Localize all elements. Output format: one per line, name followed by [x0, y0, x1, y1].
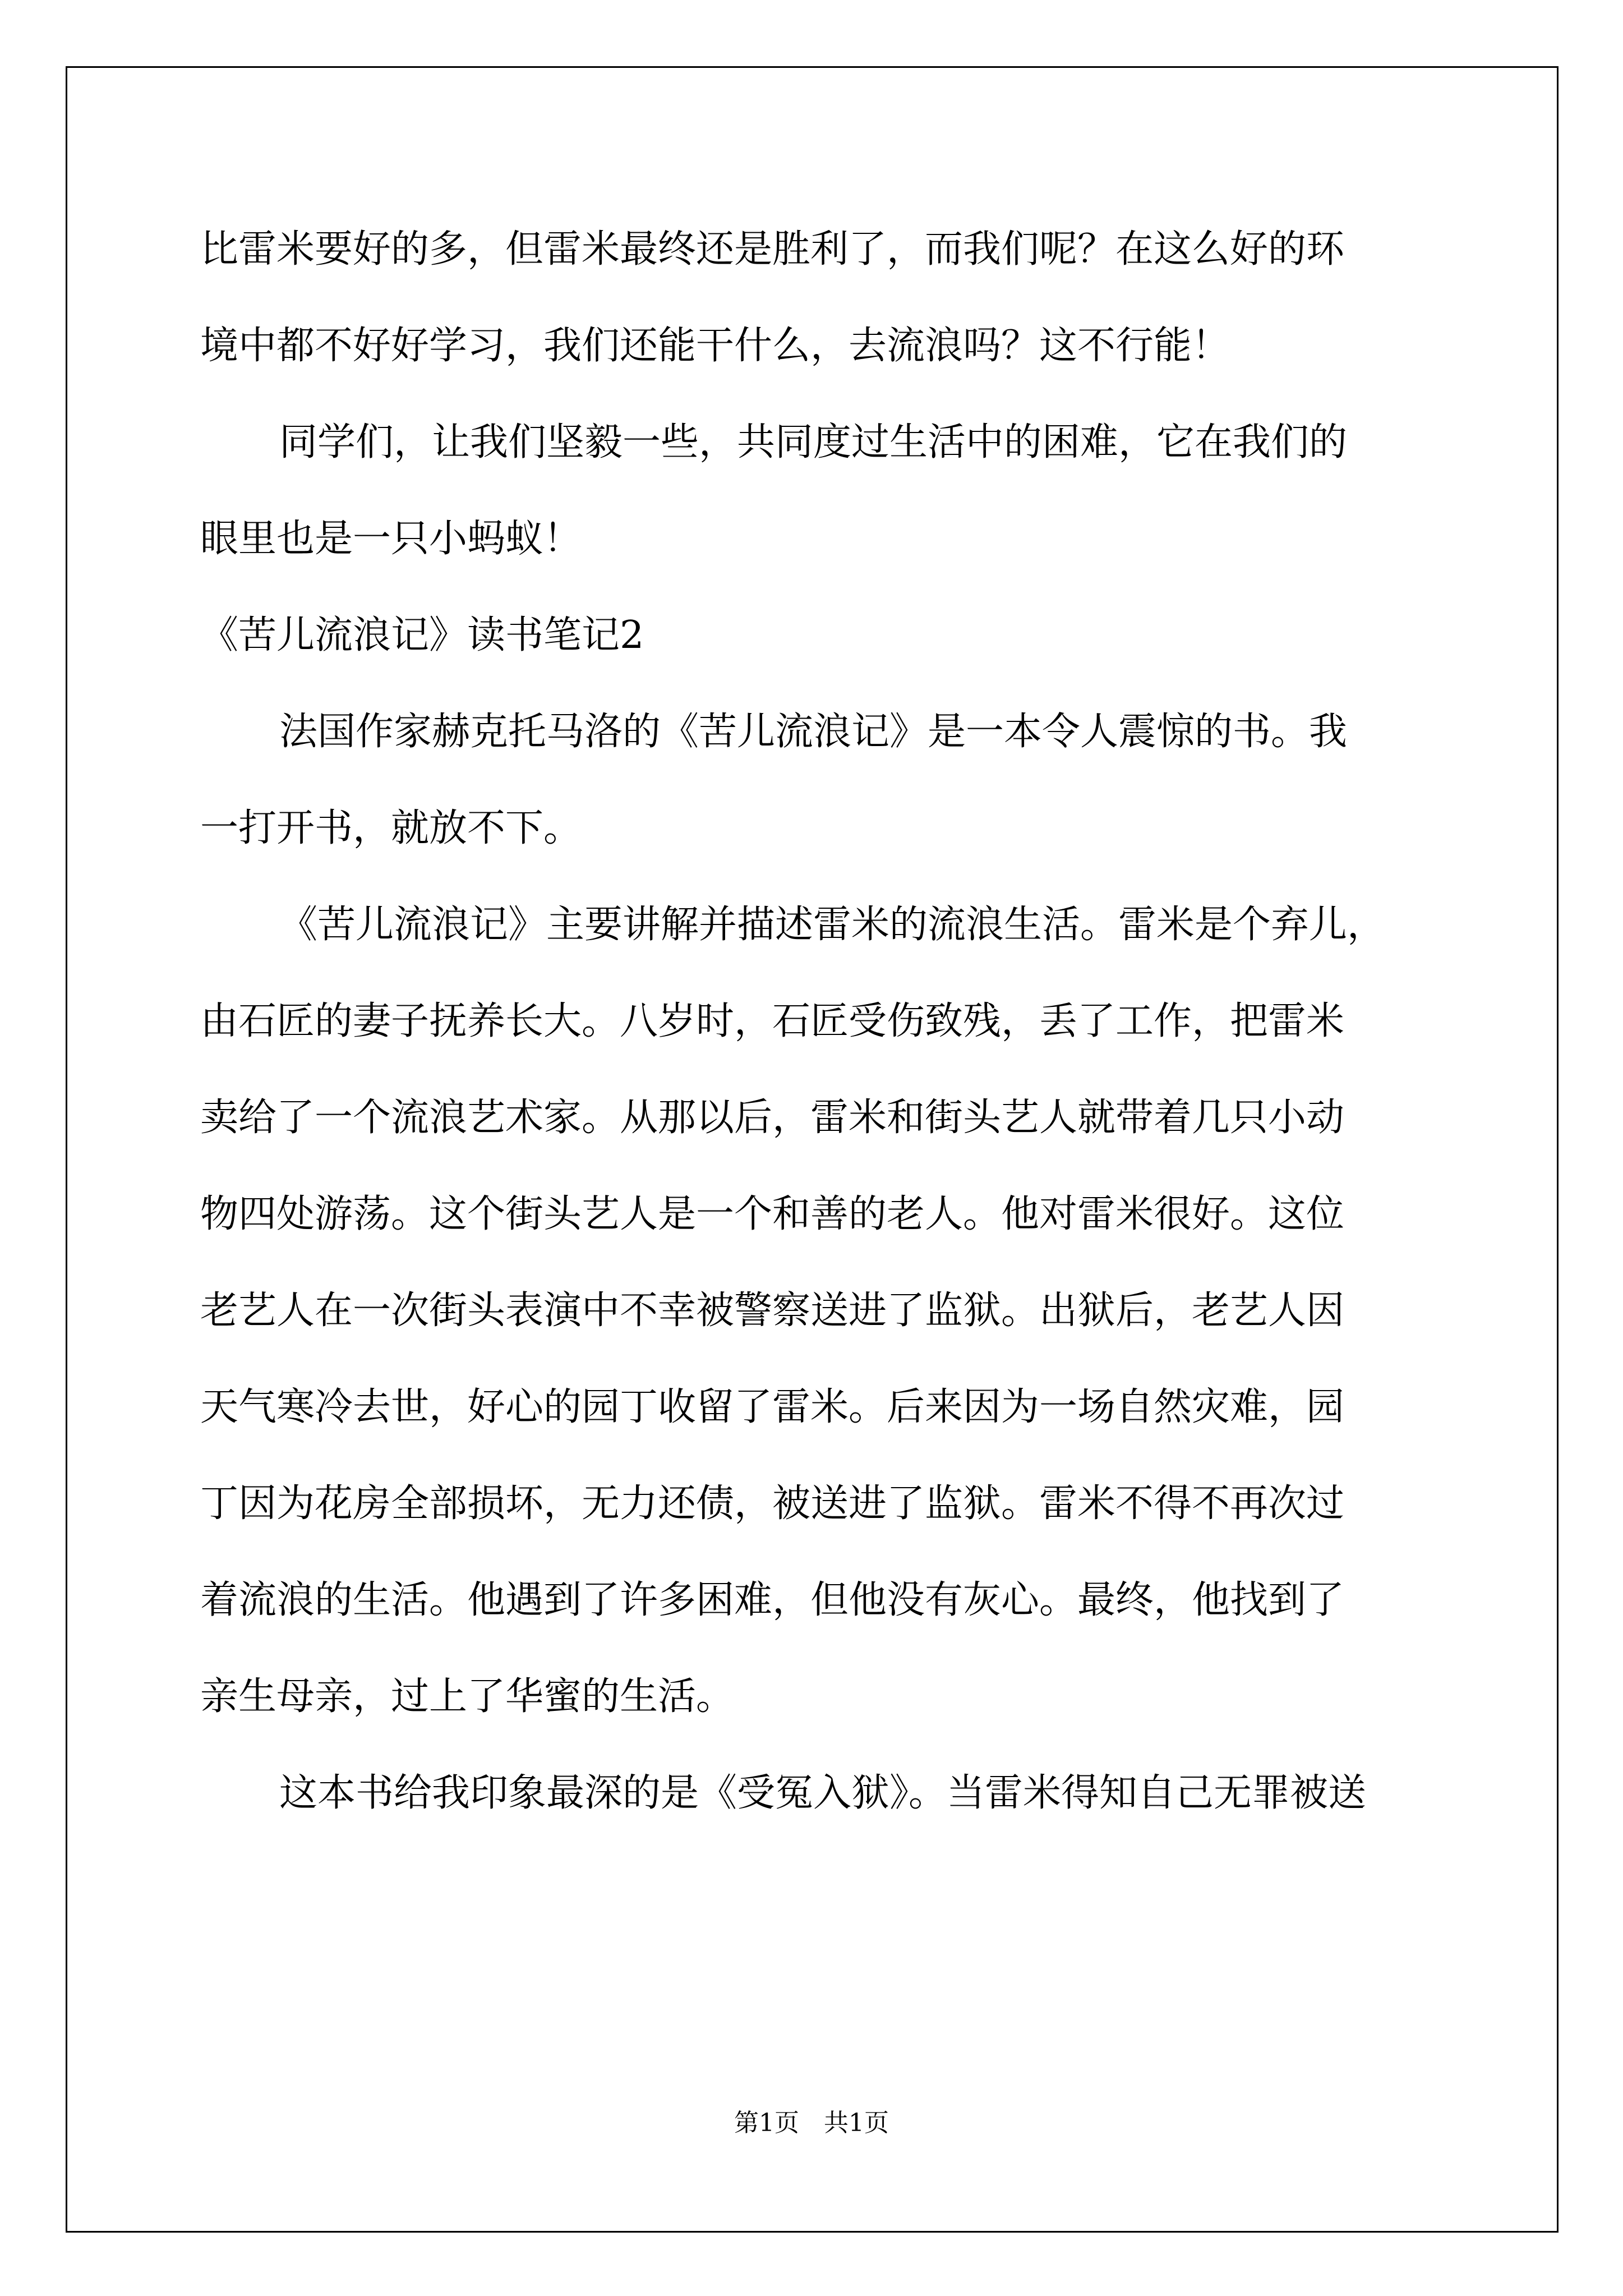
text-line: 同学们，让我们坚毅一些，共同度过生活中的困难，它在我们的 — [279, 420, 1348, 464]
text-line: 这本书给我印象最深的是《受冤入狱》。当雷米得知自己无罪被送 — [279, 1771, 1367, 1815]
page-footer: 第1页 共1页 — [734, 2109, 889, 2137]
document-body — [200, 216, 1434, 1856]
text-line: 《苦儿流浪记》主要讲解并描述雷米的流浪生活。雷米是个弃儿， — [279, 903, 1386, 947]
text-line: 亲生母亲，过上了华蜜的生活。 — [200, 1674, 735, 1719]
text-line: 物四处游荡。这个街头艺人是一个和善的老人。他对雷米很好。这位 — [200, 1192, 1345, 1236]
text-line: 境中都不好好学习，我们还能干什么，去流浪吗？这不行能！ — [200, 324, 1230, 368]
text-line: 着流浪的生活。他遇到了许多困难，但他没有灰心。最终，他找到了 — [200, 1578, 1345, 1622]
text-line: 卖给了一个流浪艺术家。从那以后，雷米和街头艺人就带着几只小动 — [200, 1096, 1345, 1140]
text-line: 由石匠的妻子抚养长大。八岁时，石匠受伤致残，丢了工作，把雷米 — [200, 999, 1345, 1043]
text-line: 比雷米要好的多，但雷米最终还是胜利了，而我们呢？在这么好的环 — [200, 227, 1345, 272]
section-heading: 《苦儿流浪记》读书笔记2 — [200, 613, 644, 657]
text-line: 丁因为花房全部损坏，无力还债，被送进了监狱。雷米不得不再次过 — [200, 1481, 1345, 1526]
text-line: 天气寒冷去世，好心的园丁收留了雷米。后来因为一场自然灾难，园 — [200, 1385, 1345, 1429]
text-line: 法国作家赫克托马洛的《苦儿流浪记》是一本令人震惊的书。我 — [279, 710, 1348, 754]
text-line: 眼里也是一只小蚂蚁！ — [200, 517, 582, 561]
text-line: 老艺人在一次街头表演中不幸被警察送进了监狱。出狱后，老艺人因 — [200, 1289, 1345, 1333]
text-line: 一打开书，就放不下。 — [200, 806, 582, 850]
